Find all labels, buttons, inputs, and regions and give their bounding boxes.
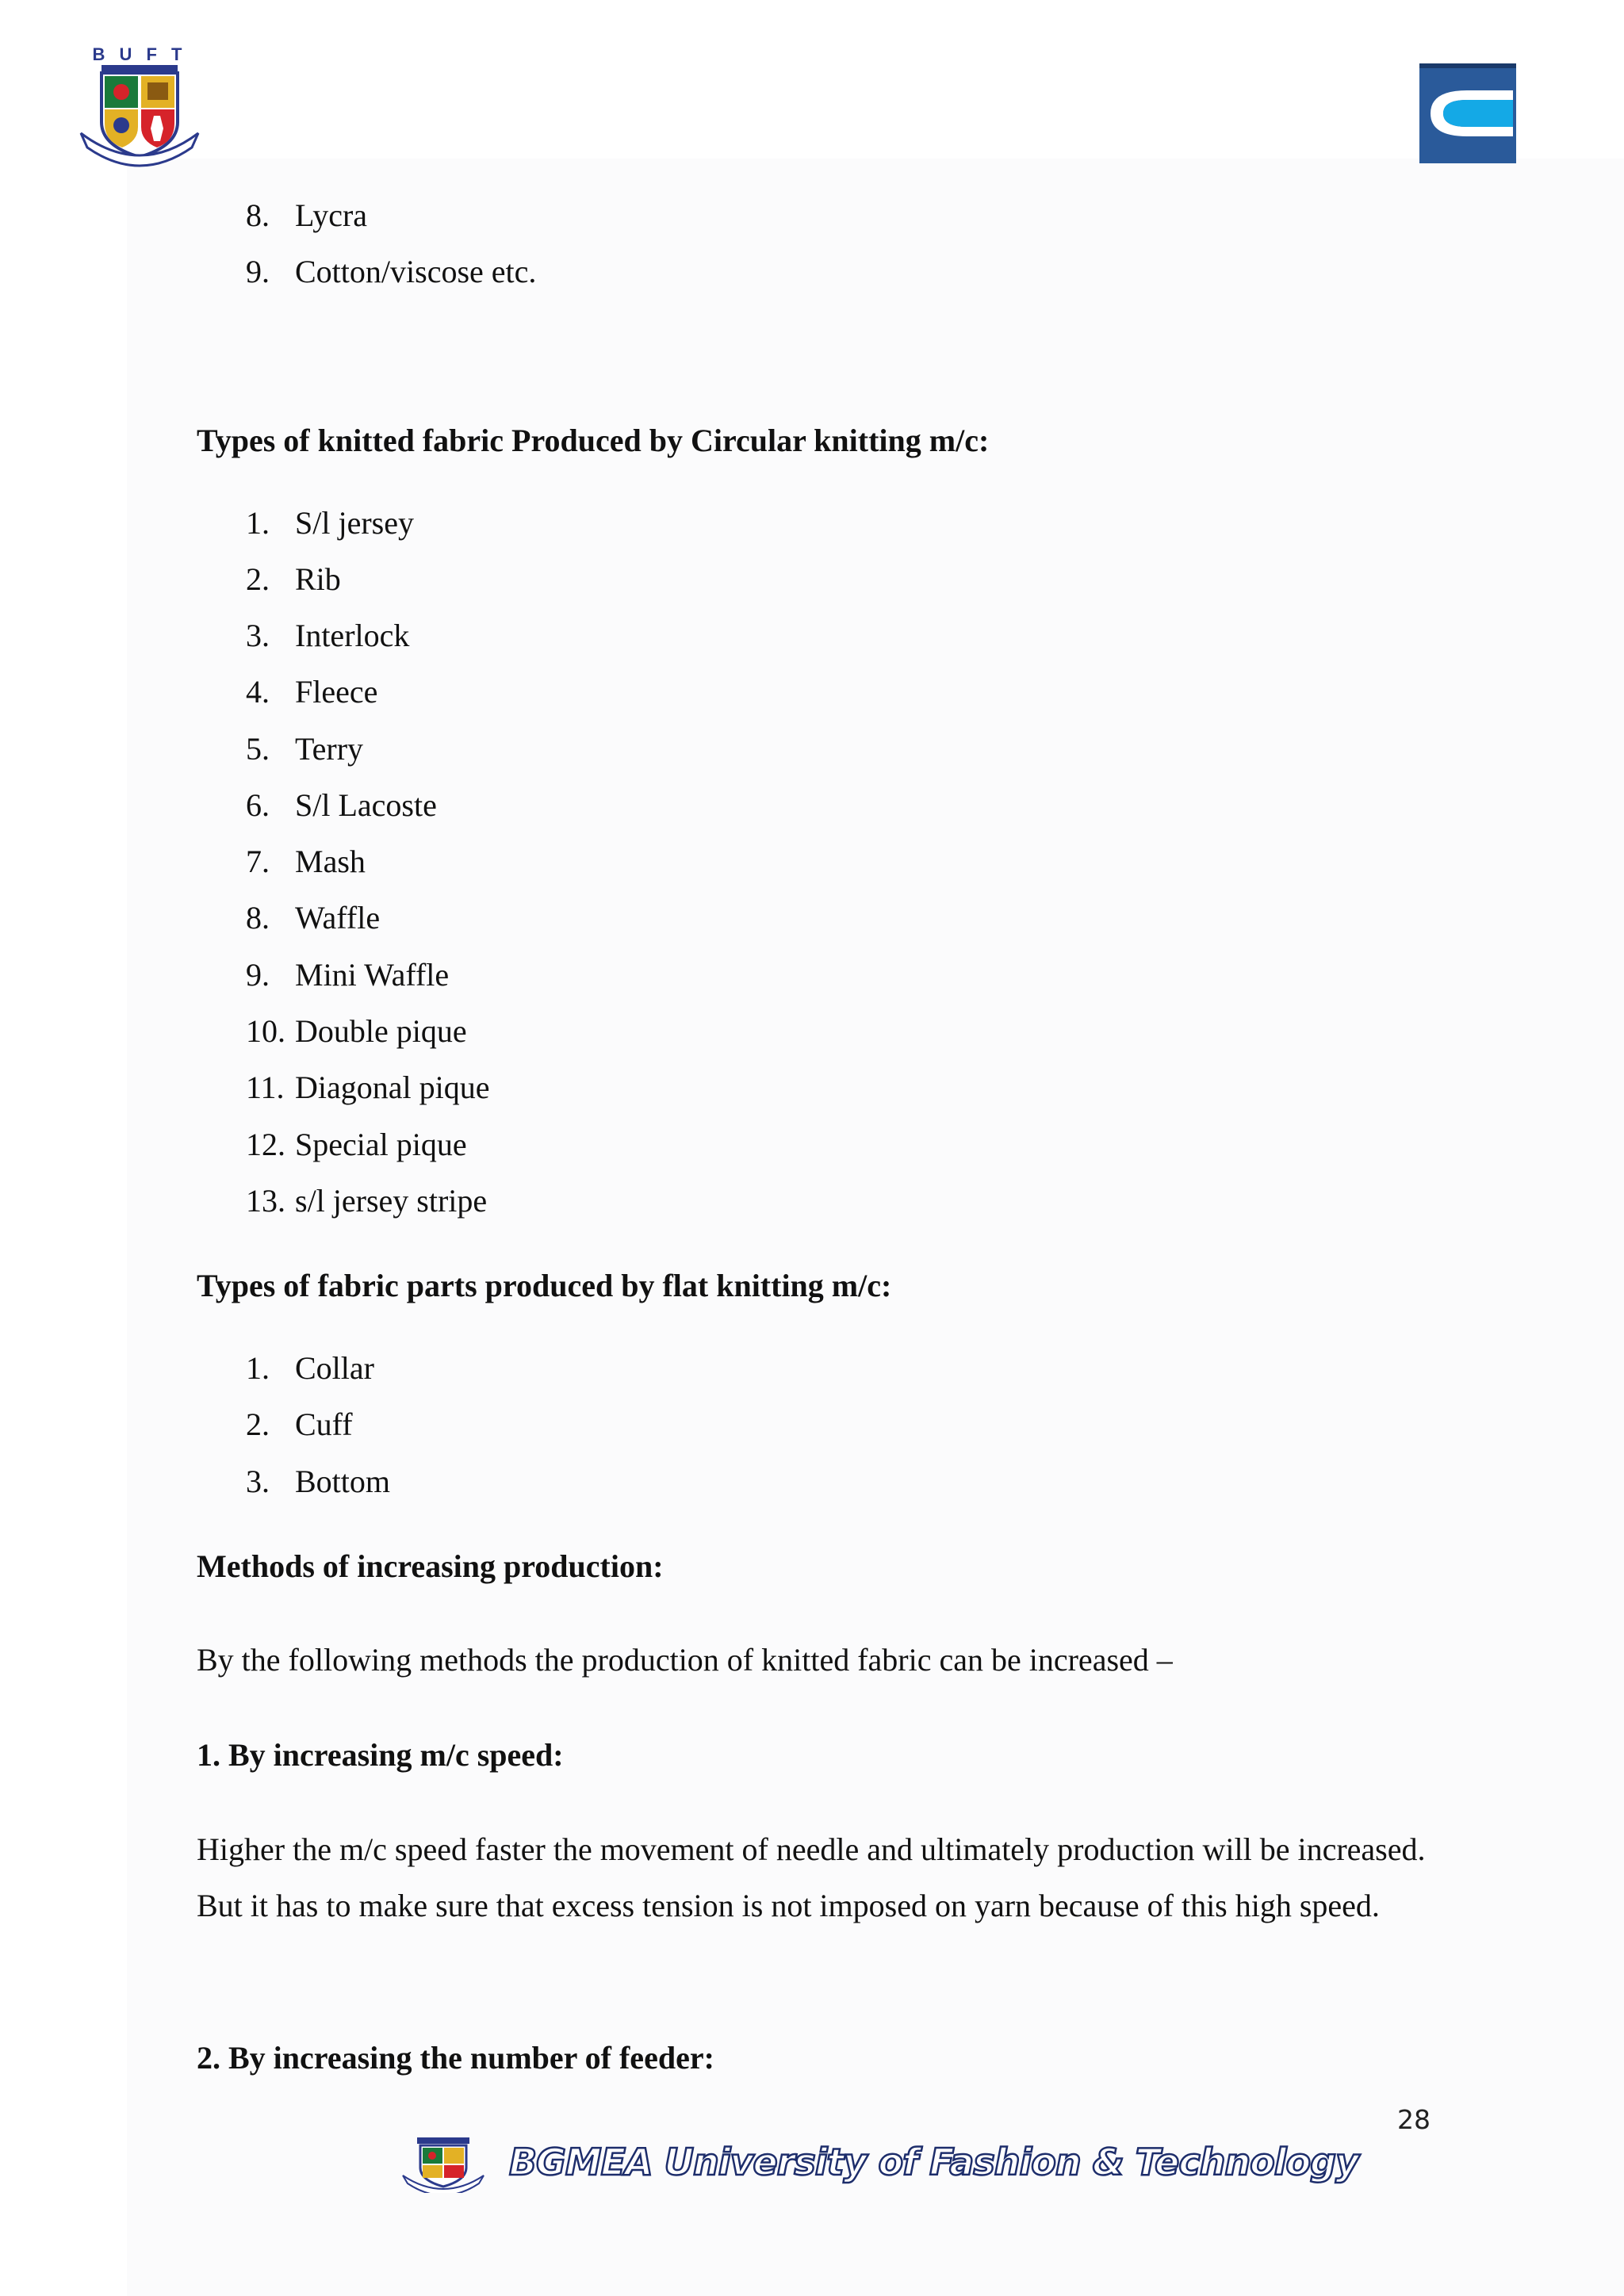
section-heading-methods: Methods of increasing production: [197, 1548, 664, 1584]
machine-speed-paragraph: Higher the m/c speed faster the movement of needle and ultimately production will be increased. But it has to make sure that excess tension is not imposed on yarn because of this high speed. [197, 1831, 1426, 1923]
subheading-machine-speed: 1. By increasing m/c speed: [197, 1737, 564, 1773]
list-label: Collar [295, 1350, 374, 1386]
list-label: S/l Lacoste [295, 787, 437, 823]
list-number: 8. [246, 900, 270, 936]
list-number: 7. [246, 844, 270, 879]
list-label: Cotton/viscose etc. [295, 254, 537, 289]
list-label: Waffle [295, 900, 381, 936]
list-item [246, 1069, 490, 1107]
list-number: 2. [246, 1406, 270, 1442]
list-label: Fleece [295, 674, 378, 710]
methods-intro-paragraph: By the following methods the production of knitted fabric can be increased – [197, 1642, 1173, 1678]
list-label: s/l jersey stripe [295, 1183, 488, 1219]
list-item [246, 1126, 467, 1164]
list-number: 13. [246, 1183, 285, 1219]
list-number: 9. [246, 254, 270, 289]
subheading-feeder: 2. By increasing the number of feeder: [197, 2040, 714, 2076]
list-label: Rib [295, 561, 341, 597]
buft-footer-logo [400, 2136, 487, 2193]
list-item [246, 730, 363, 768]
list-item [246, 673, 377, 711]
list-label: Double pique [295, 1013, 467, 1049]
section-heading-flat: Types of fabric parts produced by flat knitting m/c: [197, 1268, 892, 1303]
page-number: 28 [1397, 2104, 1431, 2135]
footer-university-title: BGMEA University of Fashion & Technology [509, 2141, 1359, 2183]
list-item [246, 843, 366, 881]
list-label: S/l jersey [295, 505, 414, 541]
list-number: 8. [246, 197, 270, 233]
list-label: Interlock [295, 618, 410, 653]
list-label: Mini Waffle [295, 957, 450, 993]
list-number: 1. [246, 505, 270, 541]
list-item [246, 197, 367, 235]
list-item [246, 1182, 487, 1220]
list-number: 1. [246, 1350, 270, 1386]
list-item [246, 504, 414, 542]
list-label: Lycra [295, 197, 368, 233]
list-item [246, 899, 380, 937]
list-item [246, 1406, 353, 1444]
list-number: 4. [246, 674, 270, 710]
list-label: Cuff [295, 1406, 353, 1442]
list-number: 9. [246, 957, 270, 993]
list-item [246, 1349, 374, 1387]
crest-text: B U F T [92, 44, 187, 64]
section-heading-circular: Types of knitted fabric Produced by Circular knitting m/c: [197, 423, 990, 458]
list-item [246, 617, 409, 655]
list-label: Terry [295, 731, 364, 767]
list-label: Mash [295, 844, 366, 879]
list-number: 5. [246, 731, 270, 767]
buft-crest-logo [73, 44, 206, 168]
list-label: Diagonal pique [295, 1070, 490, 1105]
list-number: 2. [246, 561, 270, 597]
list-item [246, 1463, 390, 1501]
list-number: 12. [246, 1127, 285, 1162]
list-number: 10. [246, 1013, 285, 1049]
list-number: 3. [246, 618, 270, 653]
list-item [246, 253, 536, 291]
page-background [127, 159, 1624, 2296]
list-item [246, 1012, 467, 1050]
list-number: 3. [246, 1464, 270, 1499]
list-item [246, 786, 437, 825]
list-item [246, 956, 449, 994]
list-label: Bottom [295, 1464, 391, 1499]
list-label: Special pique [295, 1127, 467, 1162]
list-number: 6. [246, 787, 270, 823]
list-item [246, 561, 341, 599]
list-number: 11. [246, 1070, 285, 1105]
c-monogram-logo [1419, 63, 1516, 163]
